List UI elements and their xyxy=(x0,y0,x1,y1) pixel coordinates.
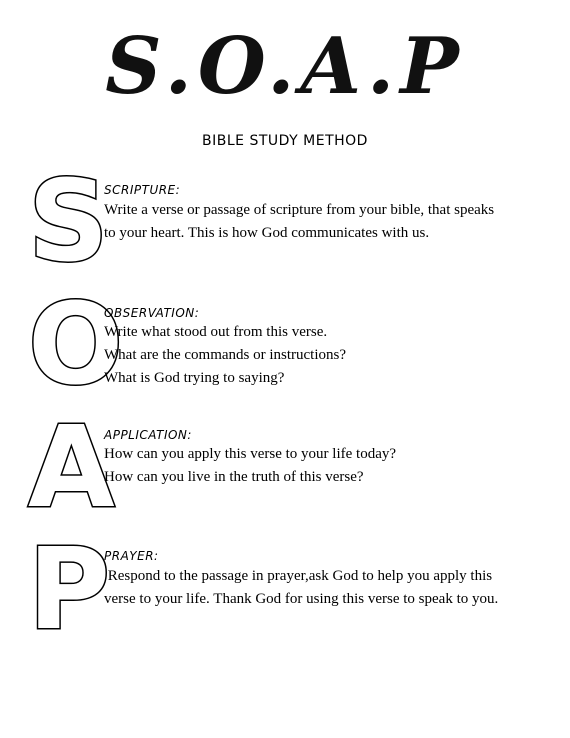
application-heading: APPLICATION: xyxy=(104,428,192,442)
prayer-line: verse to your life. Thank God for using this verse to speak to you. xyxy=(104,591,499,607)
scripture-line: to your heart. This is how God communicates with us. xyxy=(104,225,430,241)
scripture-heading: SCRIPTURE: xyxy=(104,183,181,197)
application-line: How can you live in the truth of this verse? xyxy=(104,469,364,485)
scripture-text xyxy=(104,199,524,245)
application-letter: A xyxy=(28,403,115,533)
observation-line: What are the commands or instructions? xyxy=(104,347,347,363)
prayer-text xyxy=(104,565,524,611)
observation-line: Write what stood out from this verse. xyxy=(104,324,328,340)
prayer-line: Respond to the passage in prayer,ask God to help you apply this xyxy=(104,568,493,584)
observation-letter: O xyxy=(28,280,124,410)
observation-text xyxy=(104,321,524,390)
application-text xyxy=(104,443,524,489)
observation-heading: OBSERVATION: xyxy=(104,306,200,320)
application-line: How can you apply this verse to your life today? xyxy=(104,446,397,462)
prayer-heading: PRAYER: xyxy=(104,549,159,563)
scripture-line: Write a verse or passage of scripture from your bible, that speaks xyxy=(104,202,495,218)
page-title: S.O.A.P xyxy=(105,21,465,112)
page-subtitle: BIBLE STUDY METHOD xyxy=(202,133,368,149)
prayer-letter: P xyxy=(28,525,111,655)
observation-line: What is God trying to saying? xyxy=(104,370,285,386)
scripture-letter: S xyxy=(28,157,109,287)
